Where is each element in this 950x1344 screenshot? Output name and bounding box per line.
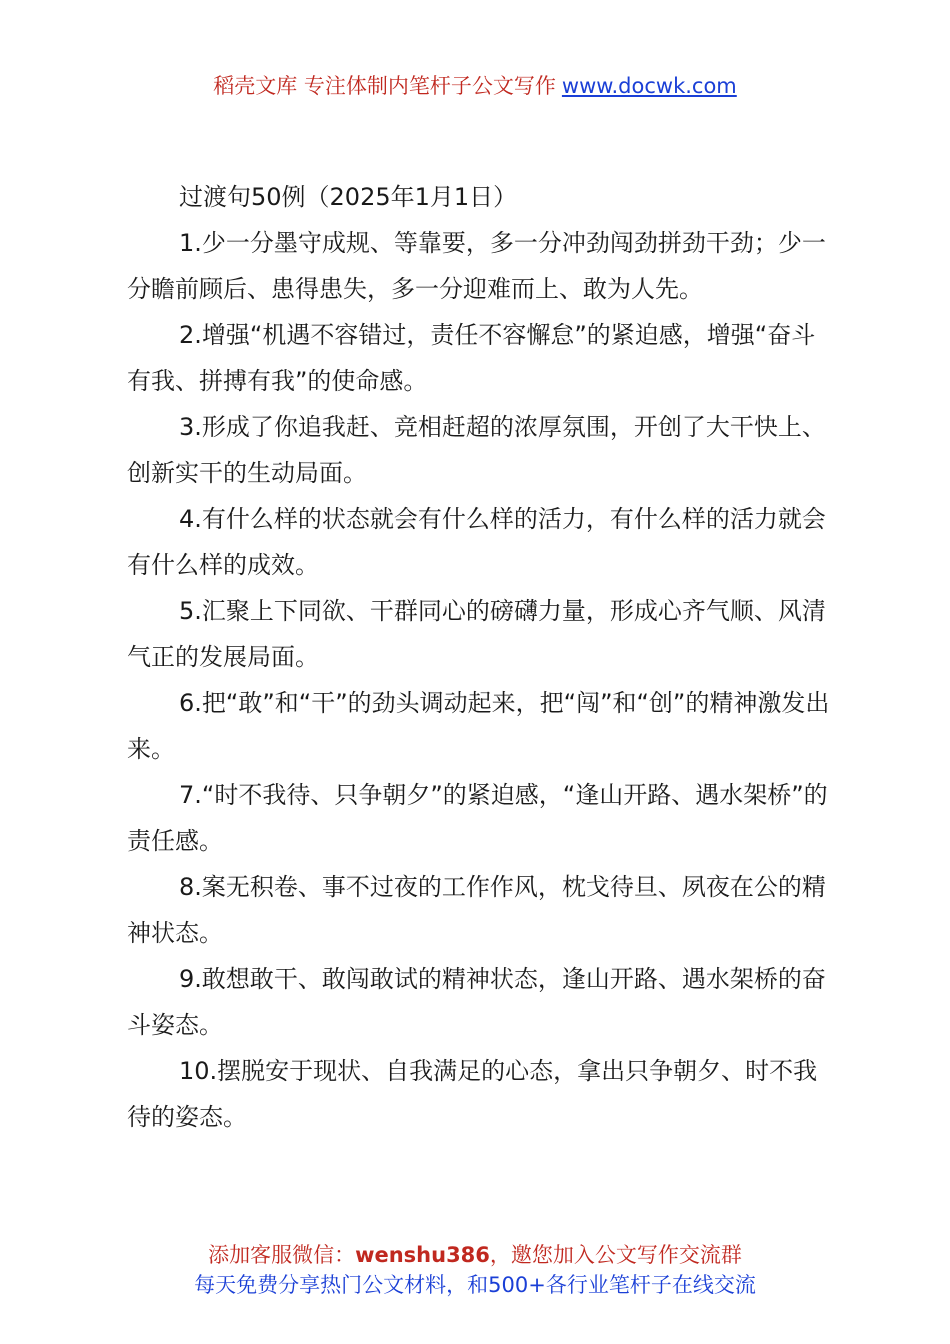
paragraph-10: 10.摆脱安于现状、自我满足的心态，拿出只争朝夕、时不我待的姿态。	[127, 1057, 818, 1131]
document-title: 过渡句50例（2025年1月1日）	[179, 183, 518, 211]
paragraph-8: 8.案无积卷、事不过夜的工作作风，枕戈待旦、夙夜在公的精神状态。	[127, 873, 826, 947]
footer-contact-prefix: 添加客服微信：	[208, 1243, 356, 1267]
footer-promo-line: 每天免费分享热门公文材料，和500+各行业笔杆子在线交流	[194, 1273, 756, 1297]
footer-contact-line	[0, 1240, 950, 1270]
paragraph-9: 9.敢想敢干、敢闯敢试的精神状态，逢山开路、遇水架桥的奋斗姿态。	[127, 965, 826, 1039]
paragraph-3: 3.形成了你追我赶、竞相赶超的浓厚氛围，开创了大干快上、创新实干的生动局面。	[127, 413, 826, 487]
wechat-id: wenshu386	[355, 1243, 490, 1267]
paragraph-1: 1.少一分墨守成规、等靠要，多一分冲劲闯劲拼劲干劲；少一分瞻前顾后、患得患失，多一分迎难而上、敢为人先。	[127, 229, 826, 303]
header-slogan: 稻壳文库 专注体制内笔杆子公文写作	[213, 74, 556, 98]
document-body	[127, 174, 837, 1140]
paragraph-6: 6.把“敢”和“干”的劲头调动起来，把“闯”和“创”的精神激发出来。	[127, 689, 830, 763]
paragraph-5: 5.汇聚上下同欲、干群同心的磅礴力量，形成心齐气顺、风清气正的发展局面。	[127, 597, 826, 671]
page-header	[0, 70, 950, 100]
paragraph-7: 7.“时不我待、只争朝夕”的紧迫感，“逢山开路、遇水架桥”的责任感。	[127, 781, 828, 855]
site-link[interactable]: www.docwk.com	[561, 74, 737, 98]
footer-contact-suffix: ，邀您加入公文写作交流群	[489, 1243, 742, 1267]
paragraph-2: 2.增强“机遇不容错过，责任不容懈怠”的紧迫感，增强“奋斗有我、拼搏有我”的使命感。	[127, 321, 816, 395]
paragraph-4: 4.有什么样的状态就会有什么样的活力，有什么样的活力就会有什么样的成效。	[127, 505, 826, 579]
page-footer	[0, 1240, 950, 1300]
